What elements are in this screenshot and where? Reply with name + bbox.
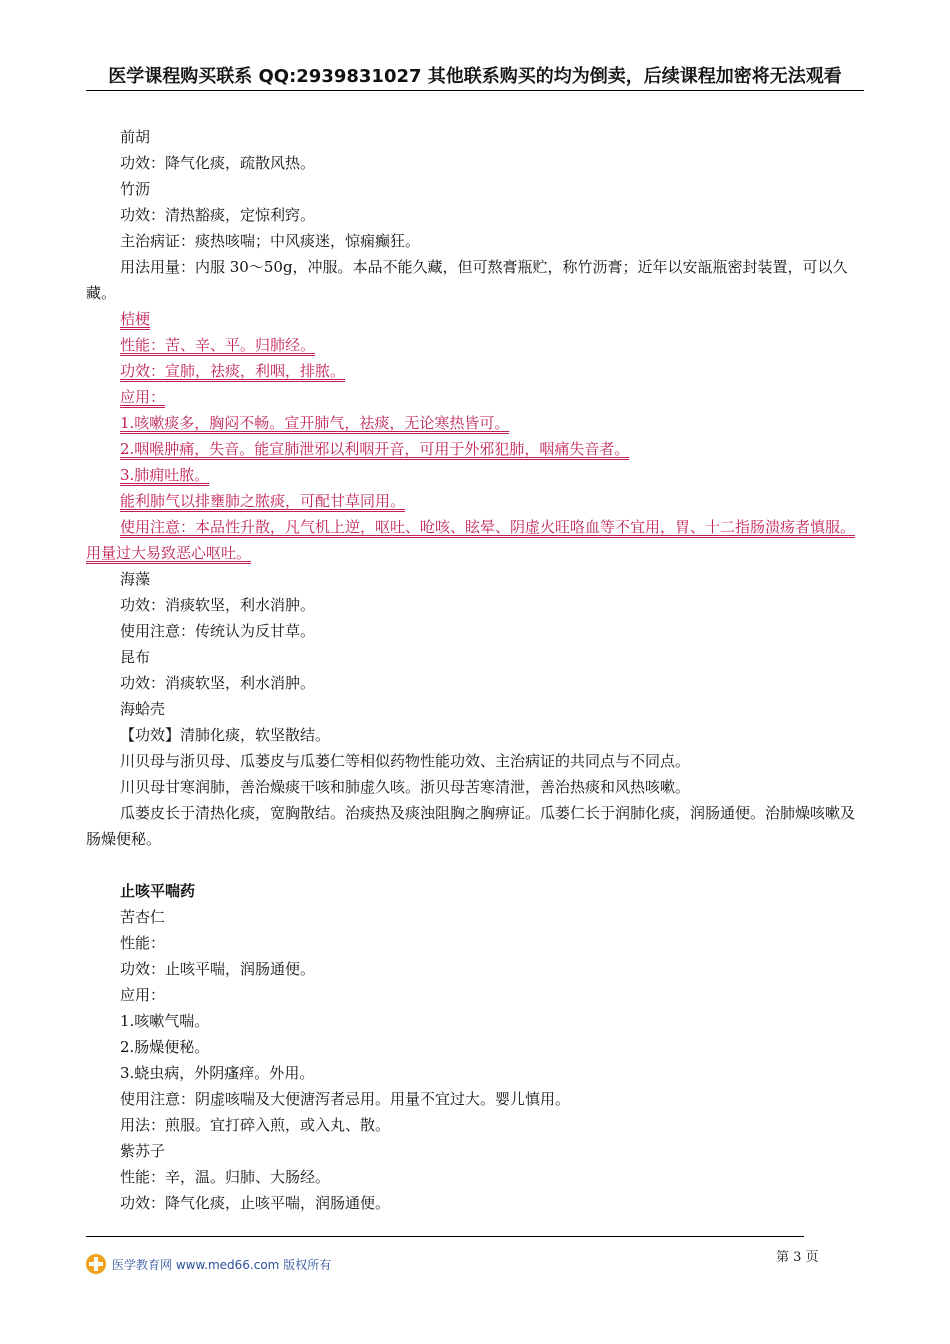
herb-zisuzi-name: 紫苏子 <box>120 1142 166 1160</box>
herb-zisuzi-effect: 功效：降气化痰，止咳平喘，润肠通便。 <box>120 1194 391 1212</box>
herb-jiegeng-name: 桔梗 <box>120 310 151 328</box>
herb-haigeqiao-name: 海蛤壳 <box>120 700 166 718</box>
herb-jiegeng-app3: 3.肺痈吐脓。 <box>120 466 210 484</box>
compare-beimu: 川贝母甘寒润肺，善治燥痰干咳和肺虚久咳。浙贝母苦寒清泄，善治热痰和风热咳嗽。 <box>120 778 691 796</box>
herb-kuxingren-app-label: 应用： <box>120 986 166 1004</box>
herb-kuxingren-app3: 3.蛲虫病，外阴瘙痒。外用。 <box>120 1064 315 1082</box>
herb-kuxingren-name: 苦杏仁 <box>120 908 166 926</box>
herb-jiegeng-app2: 2.咽喉肿痛，失音。能宣肺泄邪以利咽开音，可用于外邪犯肺，咽痛失音者。 <box>120 440 630 458</box>
herb-kuxingren-caution: 使用注意：阴虚咳喘及大便溏泻者忌用。用量不宜过大。婴儿慎用。 <box>120 1090 571 1108</box>
herb-haigeqiao-effect: 【功效】清肺化痰，软坚散结。 <box>120 726 331 744</box>
highlighted-jiegeng-block <box>86 306 864 566</box>
herb-jiegeng-property: 性能：苦、辛、平。归肺经。 <box>120 336 316 354</box>
herb-qianhu-name: 前胡 <box>120 128 151 146</box>
herb-haizao-caution: 使用注意：传统认为反甘草。 <box>120 622 316 640</box>
herb-qianhu-effect: 功效：降气化痰，疏散风热。 <box>120 154 316 172</box>
header-rule <box>86 90 864 91</box>
page-header: 医学课程购买联系 QQ:2939831027 其他联系购买的均为倒卖，后续课程加密将无法观看 <box>108 66 842 87</box>
document-body <box>86 124 864 1216</box>
herb-zhuli-name: 竹沥 <box>120 180 151 198</box>
herb-kunbu-effect: 功效：消痰软坚，利水消肿。 <box>120 674 316 692</box>
herb-kuxingren-app1: 1.咳嗽气喘。 <box>120 1012 210 1030</box>
med66-logo-icon <box>86 1254 106 1274</box>
compare-intro: 川贝母与浙贝母、瓜蒌皮与瓜蒌仁等相似药物性能功效、主治病证的共同点与不同点。 <box>120 752 691 770</box>
compare-gualou: 瓜蒌皮长于清热化痰，宽胸散结。治痰热及痰浊阻胸之胸痹证。瓜蒌仁长于润肺化痰，润肠通便。治肺燥咳嗽及肠燥便秘。 <box>86 804 856 848</box>
herb-zhuli-indication: 主治病证：痰热咳喘；中风痰迷，惊痫癫狂。 <box>120 232 421 250</box>
herb-kuxingren-usage: 用法：煎服。宜打碎入煎，或入丸、散。 <box>120 1116 391 1134</box>
footer-logo-text: 医学教育网 www.med66.com 版权所有 <box>112 1257 332 1272</box>
herb-jiegeng-app-label: 应用： <box>120 388 166 406</box>
spacer <box>86 852 864 878</box>
footer-logo <box>86 1254 331 1274</box>
page-number: 第 3 页 <box>776 1250 819 1265</box>
herb-kuxingren-app2: 2.肠燥便秘。 <box>120 1038 210 1056</box>
section-title: 止咳平喘药 <box>120 882 196 900</box>
herb-kuxingren-property: 性能： <box>120 934 166 952</box>
herb-kunbu-name: 昆布 <box>120 648 151 666</box>
herb-zhuli-effect: 功效：清热豁痰，定惊利窍。 <box>120 206 316 224</box>
herb-jiegeng-app3-detail: 能利肺气以排壅肺之脓痰，可配甘草同用。 <box>120 492 406 510</box>
herb-jiegeng-effect: 功效：宣肺，祛痰，利咽，排脓。 <box>120 362 346 380</box>
herb-zisuzi-property: 性能：辛，温。归肺、大肠经。 <box>120 1168 331 1186</box>
footer-rule <box>86 1236 804 1237</box>
herb-haizao-effect: 功效：消痰软坚，利水消肿。 <box>120 596 316 614</box>
herb-jiegeng-app1: 1.咳嗽痰多，胸闷不畅。宣开肺气，祛痰，无论寒热皆可。 <box>120 414 510 432</box>
herb-zhuli-usage: 用法用量：内服 30～50g，冲服。本品不能久藏，但可熬膏瓶贮，称竹沥膏；近年以安瓿瓶密封装置，可以久藏。 <box>86 258 848 302</box>
herb-haizao-name: 海藻 <box>120 570 151 588</box>
herb-jiegeng-caution: 使用注意：本品性升散，凡气机上逆，呕吐、呛咳、眩晕、阴虚火旺咯血等不宜用，胃、十二指肠溃疡者慎服。用量过大易致恶心呕吐。 <box>86 518 856 562</box>
herb-kuxingren-effect: 功效：止咳平喘，润肠通便。 <box>120 960 316 978</box>
